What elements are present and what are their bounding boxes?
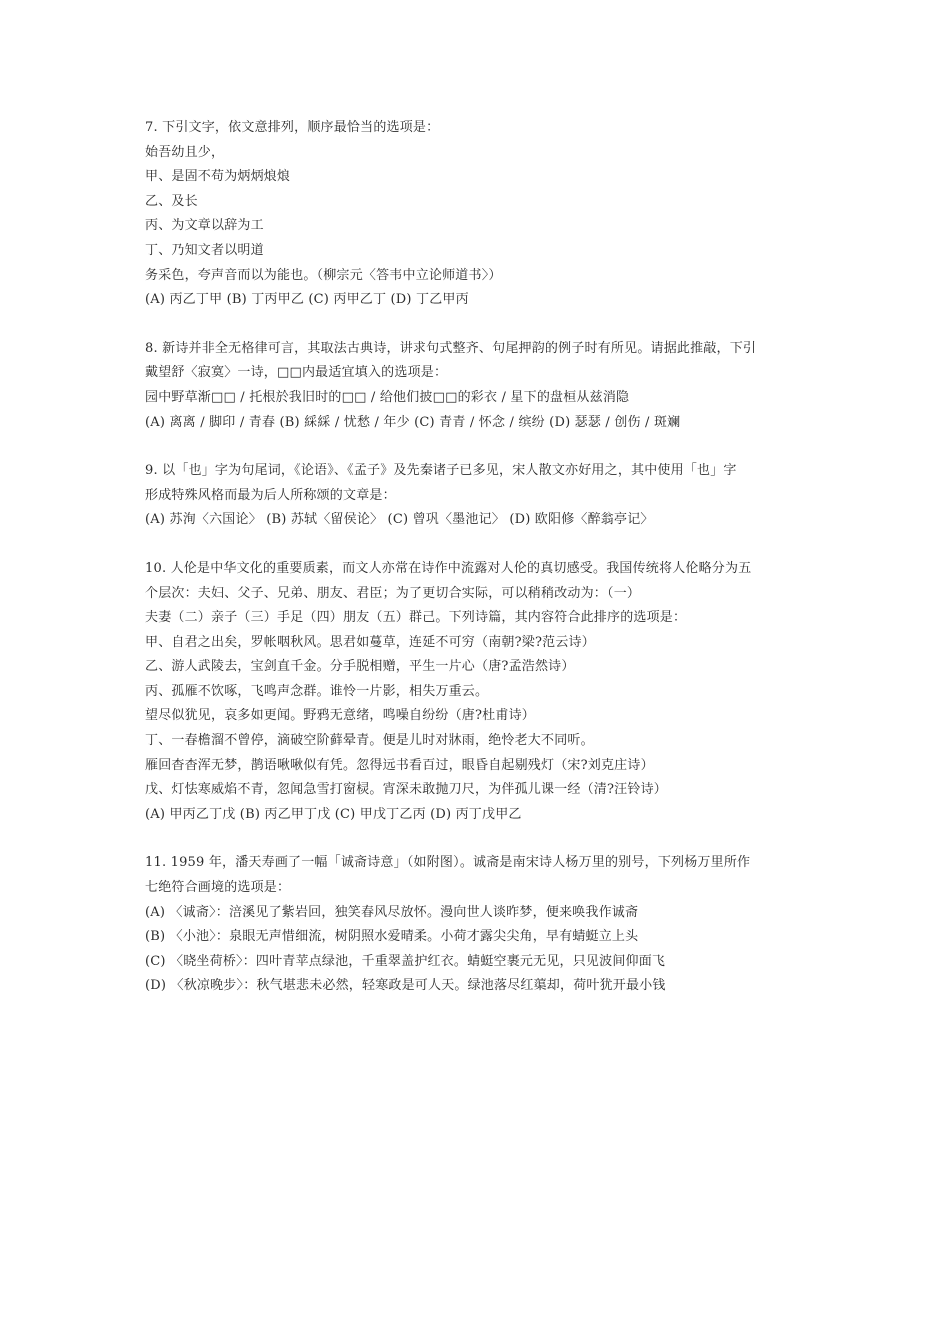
question-7-line: 乙、及长	[145, 193, 198, 209]
question-10-line: 乙、游人武陵去，宝剑直千金。分手脱相赠，平生一片心（唐?孟浩然诗）	[145, 659, 575, 675]
question-8-options: (A) 离离 / 脚印 / 青春 (B) 綵綵 / 忧愁 / 年少 (C) 青青 / 怀念 / 缤纷 (D) 瑟瑟 / 创伤 / 斑斓	[145, 414, 681, 430]
question-10-line: 雁回杳杳浑无梦，鹊语啾啾似有凭。忽得远书看百过，眼昏自起剔残灯（宋?刘克庄诗）	[145, 757, 654, 773]
question-7	[145, 116, 815, 313]
question-11-option: (A) 〈诚斋〉：涪溪见了紫岩回，独笑春风尽放怀。漫向世人谈昨梦，便来唤我作诚斋	[145, 904, 639, 920]
question-11-option: (B) 〈小池〉：泉眼无声惜细流，树阴照水爱晴柔。小荷才露尖尖角，早有蜻蜓立上头	[145, 929, 639, 945]
question-8-line: 戴望舒〈寂寞〉一诗，□□内最适宜填入的选项是：	[145, 365, 448, 381]
question-9-stem: 9. 以「也」字为句尾词，《论语》、《孟子》及先秦诸子已多见，宋人散文亦好用之，其中使用「也」字	[145, 463, 737, 479]
question-8	[145, 337, 815, 435]
question-7-line: 丙、为文章以辞为工	[145, 218, 264, 234]
question-9-line: 形成特殊风格而最为后人所称颂的文章是：	[145, 487, 396, 503]
question-10-line: 望尽似犹见，哀多如更闻。野鸦无意绪，鸣噪自纷纷（唐?杜甫诗）	[145, 708, 535, 724]
question-7-line: 甲、是固不苟为炳炳烺烺	[145, 169, 291, 185]
question-11-option: (D) 〈秋凉晚步〉：秋气堪悲未必然，轻寒政是可人天。绿池落尽红蕖却，荷叶犹开最小钱	[145, 978, 666, 994]
question-10-line: 夫妻（二）亲子（三）手足（四）朋友（五）群己。下列诗篇，其内容符合此排序的选项是：	[145, 610, 687, 626]
question-11-stem: 11. 1959 年，潘天寿画了一幅「诚斋诗意」（如附图）。诚斋是南宋诗人杨万里的别号，下列杨万里所作	[145, 855, 751, 871]
question-11-option: (C) 〈晓坐荷桥〉：四叶青苹点绿池，千重翠盖护红衣。蜻蜓空裹元无见，只见波间仰面飞	[145, 953, 666, 969]
question-10-line: 个层次：夫妇、父子、兄弟、朋友、君臣；为了更切合实际，可以稍稍改动为：（一）	[145, 585, 641, 601]
question-10-stem: 10. 人伦是中华文化的重要质素，而文人亦常在诗作中流露对人伦的真切感受。我国传统将人伦略分为五	[145, 560, 752, 576]
question-7-line: 丁、乃知文者以明道	[145, 242, 264, 258]
question-11-line: 七绝符合画境的选项是：	[145, 880, 291, 896]
question-9	[145, 459, 815, 533]
question-7-line: 始吾幼且少，	[145, 144, 225, 160]
document-page	[145, 116, 815, 1023]
question-7-options: (A) 丙乙丁甲 (B) 丁丙甲乙 (C) 丙甲乙丁 (D) 丁乙甲丙	[145, 292, 469, 308]
question-10-options: (A) 甲丙乙丁戊 (B) 丙乙甲丁戊 (C) 甲戊丁乙丙 (D) 丙丁戊甲乙	[145, 806, 522, 822]
question-10	[145, 557, 815, 828]
question-10-line: 戊、灯怯寒威焰不青，忽闻急雪打窗棂。宵深未敢抛刀尺，为伴孤儿课一经（清?汪铃诗）	[145, 782, 667, 798]
question-8-stem: 8. 新诗并非全无格律可言，其取法古典诗，讲求句式整齐、句尾押韵的例子时有所见。请据此推敲，下引	[145, 340, 757, 356]
question-7-stem: 7. 下引文字，依文意排列，顺序最恰当的选项是：	[145, 120, 440, 135]
question-8-line: 园中野草渐□□ / 托根於我旧时的□□ / 给他们披□□的彩衣 / 星下的盘桓从兹消隐	[145, 389, 630, 405]
question-10-line: 丁、一春檐溜不曾停，滴破空阶藓晕青。便是儿时对牀雨，绝怜老大不同听。	[145, 733, 594, 749]
question-9-options: (A) 苏洵〈六国论〉 (B) 苏轼〈留侯论〉 (C) 曾巩〈墨池记〉 (D) 欧阳修〈醉翁亭记〉	[145, 512, 654, 528]
question-10-line: 丙、孤雁不饮啄，飞鸣声念群。谁怜一片影，相失万重云。	[145, 683, 489, 699]
question-11	[145, 851, 815, 999]
question-7-line: 务采色，夸声音而以为能也。（柳宗元〈答韦中立论师道书〉）	[145, 267, 502, 283]
question-10-line: 甲、自君之出矣，罗帐咽秋风。思君如蔓草，连延不可穷（南朝?梁?范云诗）	[145, 634, 595, 650]
